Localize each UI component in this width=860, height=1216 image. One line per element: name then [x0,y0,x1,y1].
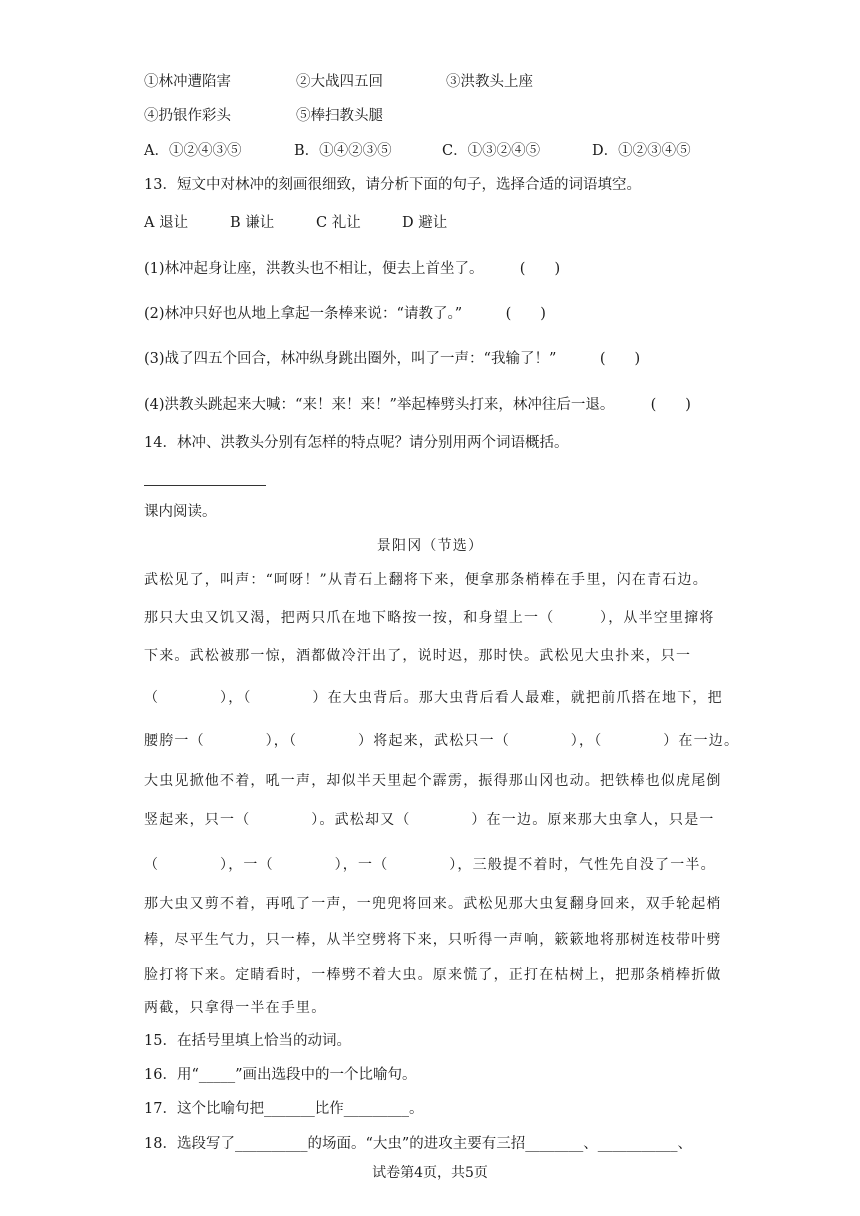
q12-item-2: ②大战四五回 [296,74,383,90]
passage-title: 景阳冈（节选） [376,538,484,554]
q13-sentence-4: (4)洪教头跳起来大喊：“来！来！来！”举起棒劈头打来，林冲往后一退。 ( ) [144,397,691,413]
passage-line: 棒，尽平生气力，只一棒，从半空劈将下来，只听得一声响，簌簌地将那树连枝带叶劈 [144,932,722,948]
passage-line: （ ），一（ ），一（ ），三般提不着时，气性先自没了一半。 [144,857,716,873]
q13-choice-a: A 退让 [144,215,189,231]
q12-item-1: ①林冲遭陷害 [144,74,231,90]
q13-sentence-1: (1)林冲起身让座，洪教头也不相让，便去上首坐了。 ( ) [144,261,561,277]
q13-choice-b: B 谦让 [230,215,275,231]
section-heading: 课内阅读。 [144,504,217,520]
passage-line: 两截，只拿得一半在手里。 [144,1000,327,1016]
q13-sentence-2: (2)林冲只好也从地上拿起一条棒来说：“请教了。” ( ) [144,306,546,322]
passage-line: 腰胯一（ ），（ ）将起来，武松只一（ ），（ ）在一边。 [144,733,740,749]
passage-line: 那大虫又剪不着，再吼了一声，一兜兜将回来。武松见那大虫复翻身回来，双手轮起梢 [144,896,722,912]
q12-option-b[interactable]: B．①④②③⑤ [294,143,392,159]
q12-option-d[interactable]: D．①②③④⑤ [592,143,691,159]
q13-choice-d: D 避让 [402,215,448,231]
q14-answer-line[interactable] [144,485,266,486]
passage-line: （ ），（ ）在大虫背后。那大虫背后看人最难，就把前爪搭在地下，把 [144,690,723,706]
q12-item-4: ④扔银作彩头 [144,108,231,124]
q15: 15．在括号里填上恰当的动词。 [144,1033,351,1049]
q14-stem: 14．林冲、洪教头分别有怎样的特点呢？请分别用两个词语概括。 [144,435,569,451]
q13-stem: 13．短文中对林冲的刻画很细致，请分析下面的句子，选择合适的词语填空。 [144,177,641,193]
passage-line: 大虫见掀他不着，吼一声，却似半天里起个霹雳，振得那山冈也动。把铁棒也似虎尾倒 [144,773,722,789]
passage-line: 那只大虫又饥又渴，把两只爪在地下略按一按，和身望上一（ ），从半空里撺将 [144,610,715,626]
passage-line: 武松见了，叫声：“呵呀！”从青石上翻将下来，便拿那条梢棒在手里，闪在青石边。 [144,572,708,588]
q12-item-5: ⑤棒扫教头腿 [296,108,383,124]
q12-option-c[interactable]: C．①③②④⑤ [442,143,541,159]
passage-line: 脸打将下来。定睛看时，一棒劈不着大虫。原来慌了，正打在枯树上，把那条梢棒折做 [144,967,722,983]
q13-choice-c: C 礼让 [316,215,361,231]
q17: 17．这个比喻句把_______比作_________。 [144,1101,424,1117]
page-footer: 试卷第4页，共5页 [372,1165,488,1181]
passage-line: 下来。武松被那一惊，酒都做冷汗出了，说时迟，那时快。武松见大虫扑来，只一 [144,648,692,664]
q12-option-a[interactable]: A．①②④③⑤ [144,143,242,159]
q12-item-3: ③洪教头上座 [446,74,533,90]
q18: 18．选段写了__________的场面。“大虫”的进攻主要有三招________、___________、 [144,1136,693,1152]
passage-line: 竖起来，只一（ ）。武松却又（ ）在一边。原来那大虫拿人，只是一 [144,812,715,828]
q16: 16．用“_____”画出选段中的一个比喻句。 [144,1067,417,1083]
q13-sentence-3: (3)战了四五个回合，林冲纵身跳出圈外，叫了一声：“我输了！” ( ) [144,351,641,367]
